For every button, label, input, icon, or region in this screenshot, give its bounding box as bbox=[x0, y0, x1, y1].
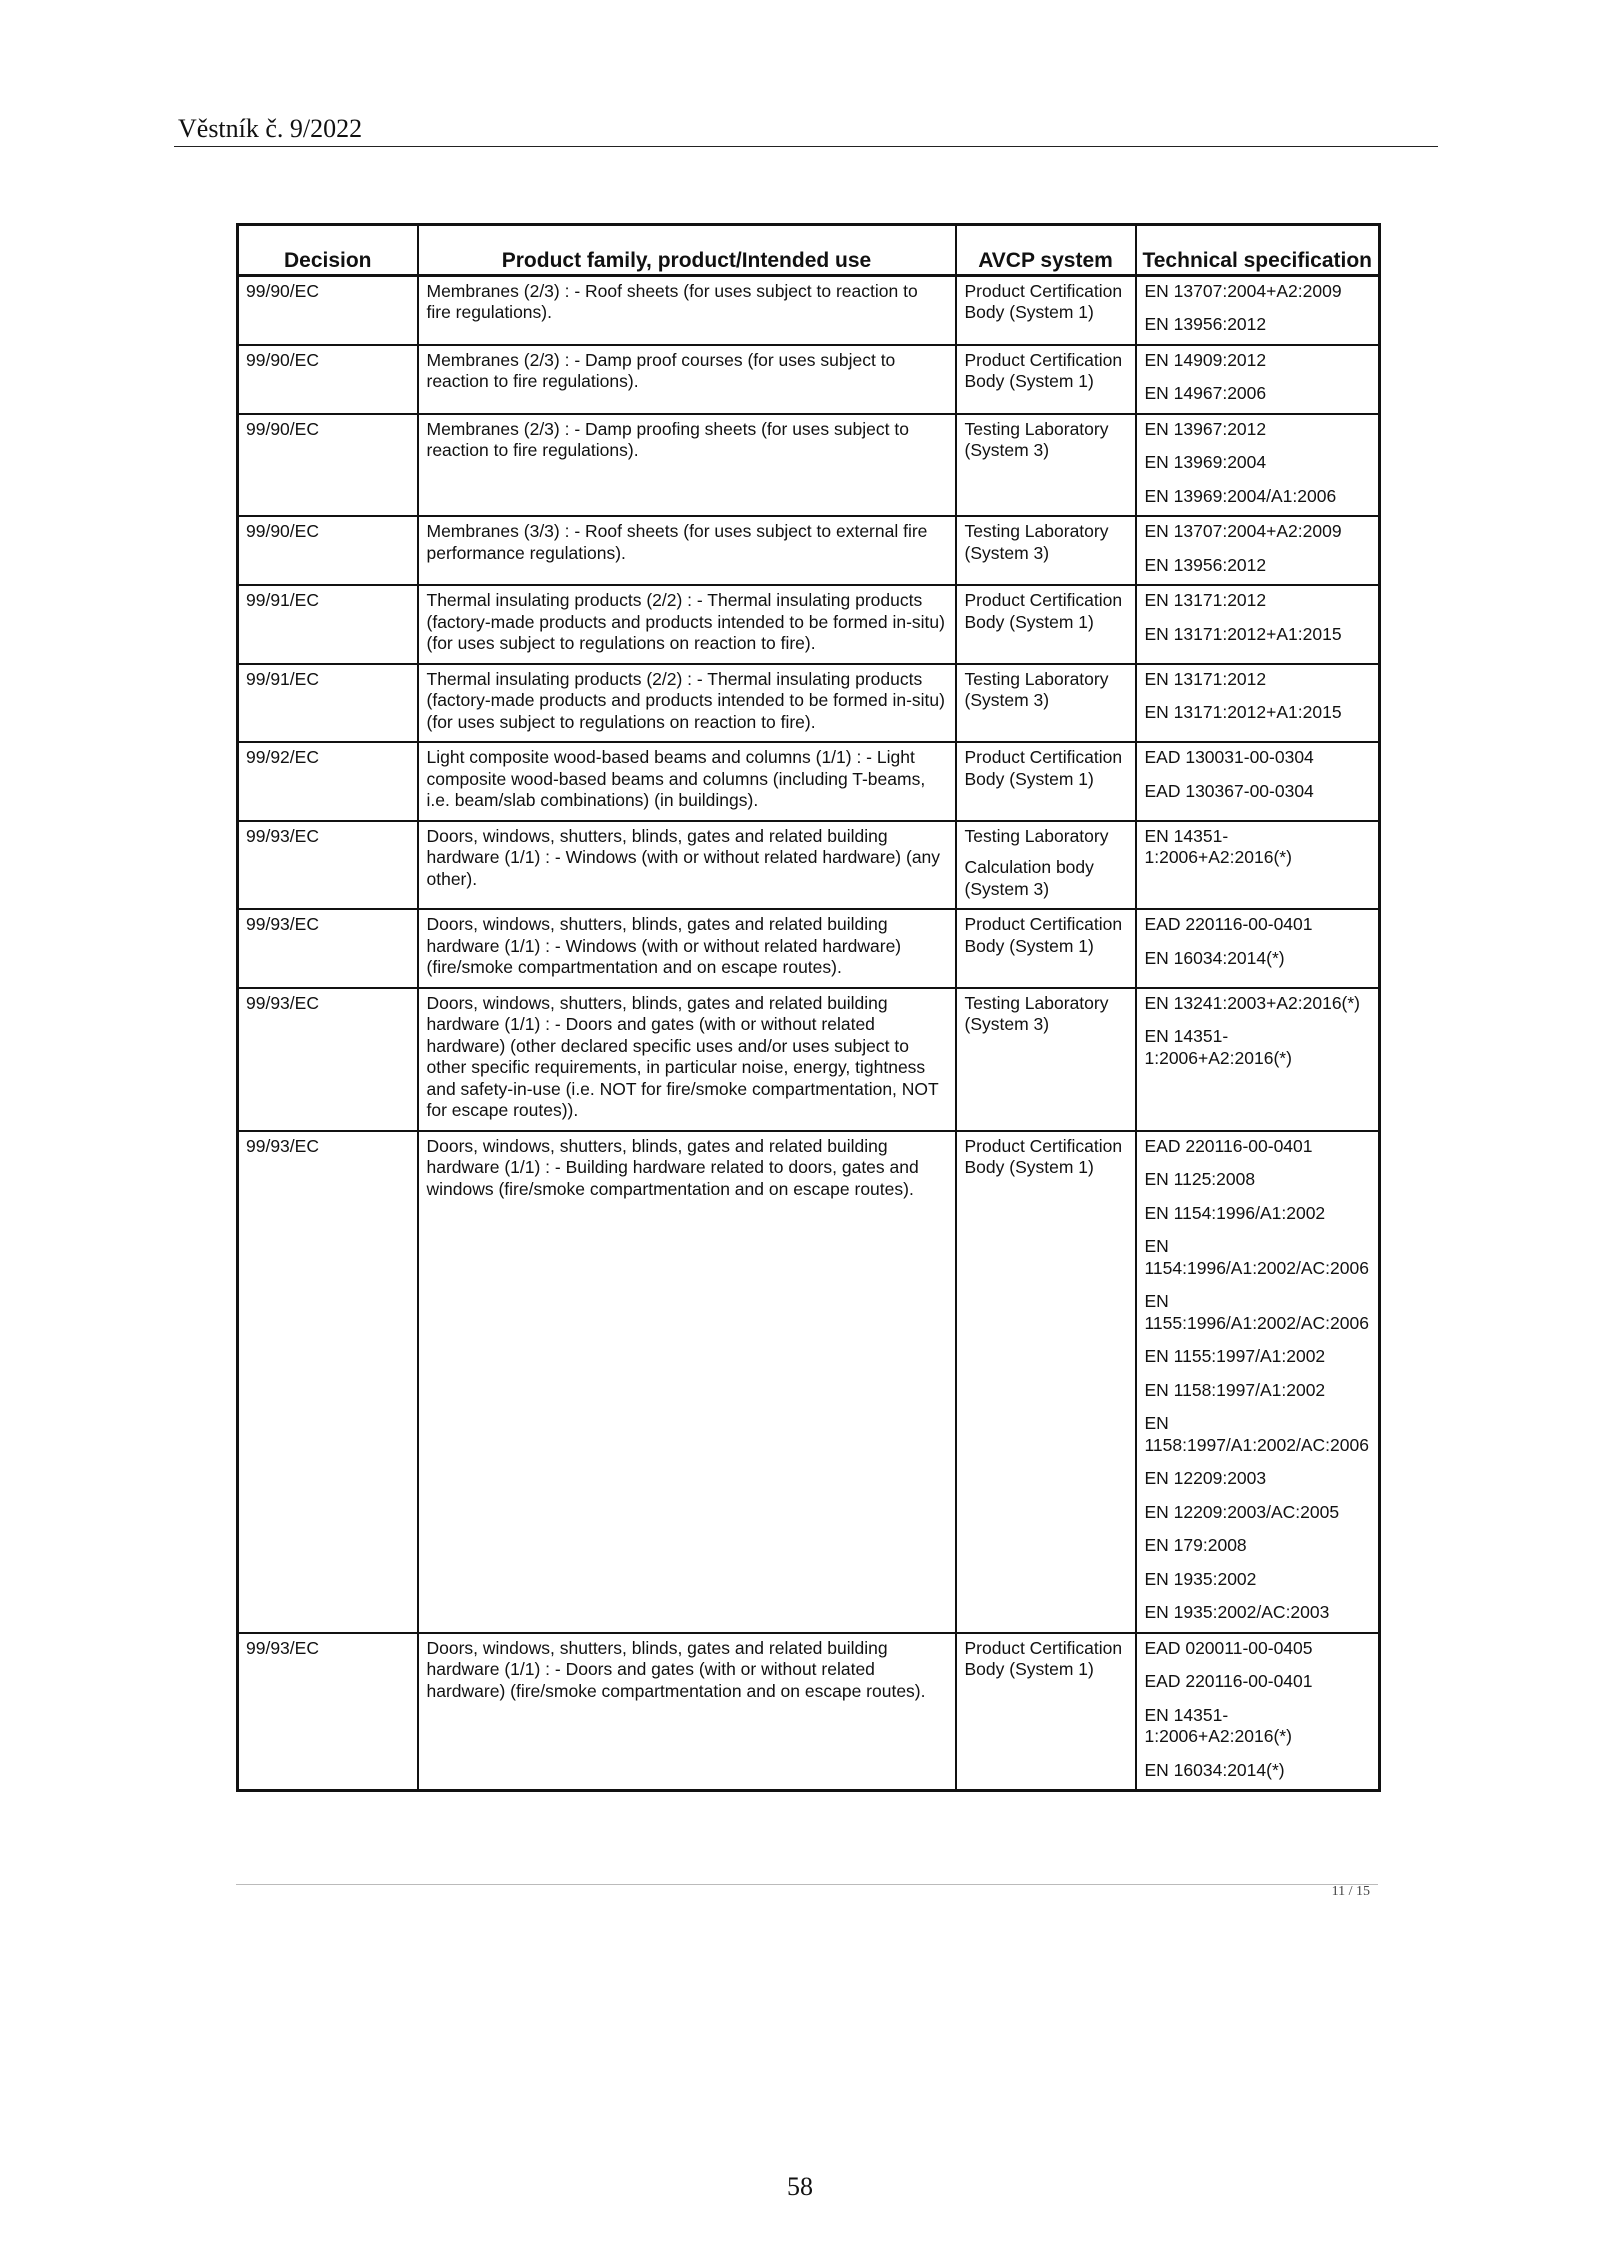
table-row bbox=[238, 821, 1380, 910]
spec-entry: EN 179:2008 bbox=[1144, 1535, 1247, 1555]
page-number: 58 bbox=[787, 2172, 813, 2201]
column-header-decision: Decision bbox=[238, 225, 418, 276]
footer-divider bbox=[236, 1884, 1378, 1885]
avcp-line: Product Certification Body (System 1) bbox=[964, 1135, 1123, 1177]
spec-entry: EN 1158:1997/A1:2002/AC:2006 bbox=[1144, 1413, 1369, 1455]
spec-entry: EAD 220116-00-0401 bbox=[1144, 914, 1313, 934]
product-cell: Doors, windows, shutters, blinds, gates and related building hardware (1/1) : - Windows (with or without related hardware) (fire/smoke compartmentation and on escape routes). bbox=[418, 909, 956, 988]
technical-spec-cell bbox=[1136, 585, 1380, 664]
product-cell: Doors, windows, shutters, blinds, gates and related building hardware (1/1) : - Doors and gates (with or without related hardware) (fire/smoke compartmentation and on escape routes). bbox=[418, 1633, 956, 1791]
column-header-technical-spec: Technical specification bbox=[1136, 225, 1380, 276]
avcp-line: Product Certification Body (System 1) bbox=[964, 1637, 1123, 1679]
avcp-cell bbox=[956, 664, 1136, 743]
table-row bbox=[238, 1633, 1380, 1791]
product-cell: Light composite wood-based beams and columns (1/1) : - Light composite wood-based beams and columns (including T-beams, i.e. beam/slab combinations) (in buildings). bbox=[418, 742, 956, 821]
spec-entry: EN 14351-1:2006+A2:2016(*) bbox=[1144, 825, 1292, 867]
technical-spec-cell bbox=[1136, 1131, 1380, 1633]
avcp-line: Product Certification Body (System 1) bbox=[964, 590, 1123, 632]
avcp-line: Testing Laboratory (System 3) bbox=[964, 521, 1109, 563]
spec-entry: EN 13707:2004+A2:2009 bbox=[1144, 280, 1342, 301]
product-cell: Membranes (2/3) : - Roof sheets (for uses subject to reaction to fire regulations). bbox=[418, 275, 956, 345]
avcp-cell bbox=[956, 1633, 1136, 1791]
spec-entry: EN 1935:2002 bbox=[1144, 1568, 1257, 1589]
avcp-line: Product Certification Body (System 1) bbox=[964, 914, 1123, 956]
spec-entry: EN 1125:2008 bbox=[1144, 1169, 1256, 1189]
technical-spec-cell bbox=[1136, 516, 1380, 585]
technical-spec-cell bbox=[1136, 1633, 1380, 1791]
spec-entry: EN 14967:2006 bbox=[1144, 383, 1267, 403]
technical-specification-table bbox=[236, 223, 1381, 1792]
spec-entry: EN 13241:2003+A2:2016(*) bbox=[1144, 992, 1361, 1013]
avcp-line: Calculation body (System 3) bbox=[964, 857, 1094, 899]
header-divider bbox=[174, 146, 1438, 147]
technical-spec-cell bbox=[1136, 345, 1380, 414]
spec-entry: EN 13707:2004+A2:2009 bbox=[1144, 521, 1342, 541]
spec-entry: EN 1155:1997/A1:2002 bbox=[1144, 1346, 1326, 1366]
table-row bbox=[238, 516, 1380, 585]
spec-entry: EN 13956:2012 bbox=[1144, 314, 1267, 334]
page-of-indicator: 11 / 15 bbox=[1331, 1884, 1370, 1899]
table-row bbox=[238, 664, 1380, 743]
product-cell: Thermal insulating products (2/2) : - Thermal insulating products (factory-made products and products intended to be formed in-situ) (for uses subject to regulations on reaction to fire). bbox=[418, 664, 956, 743]
spec-entry: EN 14351-1:2006+A2:2016(*) bbox=[1144, 1704, 1292, 1746]
decision-cell: 99/93/EC bbox=[238, 821, 418, 910]
spec-entry: EAD 220116-00-0401 bbox=[1144, 1135, 1313, 1156]
decision-cell: 99/91/EC bbox=[238, 585, 418, 664]
spec-entry: EN 13969:2004 bbox=[1144, 452, 1267, 472]
spec-entry: EN 16034:2014(*) bbox=[1144, 1759, 1285, 1780]
avcp-line: Testing Laboratory (System 3) bbox=[964, 668, 1109, 710]
table-row bbox=[238, 275, 1380, 345]
spec-entry: EN 12209:2003 bbox=[1144, 1468, 1267, 1488]
spec-entry: EN 12209:2003/AC:2005 bbox=[1144, 1501, 1340, 1522]
avcp-cell bbox=[956, 1131, 1136, 1633]
decision-cell: 99/93/EC bbox=[238, 1131, 418, 1633]
product-cell: Doors, windows, shutters, blinds, gates and related building hardware (1/1) : - Doors and gates (with or without related hardware) (other declared specific uses and/or uses subject to other specific requirements, in particular noise, energy, tightness and safety-in-use (i.e. NOT for fire/smoke compartmentation, NOT for escape routes)). bbox=[418, 988, 956, 1131]
avcp-line: Product Certification Body (System 1) bbox=[964, 349, 1123, 391]
spec-entry: EN 13171:2012 bbox=[1144, 590, 1267, 610]
table-body bbox=[238, 275, 1380, 1791]
decision-cell: 99/92/EC bbox=[238, 742, 418, 821]
avcp-cell bbox=[956, 414, 1136, 517]
spec-entry: EN 1158:1997/A1:2002 bbox=[1144, 1379, 1326, 1400]
table-row bbox=[238, 585, 1380, 664]
product-cell: Membranes (2/3) : - Damp proofing sheets (for uses subject to reaction to fire regulations). bbox=[418, 414, 956, 517]
spec-entry: EN 13171:2012+A1:2015 bbox=[1144, 623, 1342, 644]
avcp-cell bbox=[956, 345, 1136, 414]
product-cell: Thermal insulating products (2/2) : - Thermal insulating products (factory-made products and products intended to be formed in-situ) (for uses subject to regulations on reaction to fire). bbox=[418, 585, 956, 664]
spec-entry: EN 14351-1:2006+A2:2016(*) bbox=[1144, 1026, 1292, 1068]
table-row bbox=[238, 414, 1380, 517]
journal-title: Věstník č. 9/2022 bbox=[178, 114, 363, 143]
spec-entry: EN 13171:2012+A1:2015 bbox=[1144, 702, 1342, 722]
spec-entry: EAD 020011-00-0405 bbox=[1144, 1637, 1313, 1658]
table-header-row bbox=[238, 225, 1380, 276]
spec-entry: EN 13956:2012 bbox=[1144, 554, 1267, 575]
decision-cell: 99/93/EC bbox=[238, 909, 418, 988]
spec-entry: EAD 130367-00-0304 bbox=[1144, 780, 1314, 801]
avcp-cell bbox=[956, 988, 1136, 1131]
spec-entry: EN 13171:2012 bbox=[1144, 668, 1267, 689]
avcp-line: Testing Laboratory (System 3) bbox=[964, 418, 1109, 460]
decision-cell: 99/90/EC bbox=[238, 414, 418, 517]
spec-entry: EAD 130031-00-0304 bbox=[1144, 747, 1314, 767]
column-header-avcp: AVCP system bbox=[956, 225, 1136, 276]
spec-entry: EN 13967:2012 bbox=[1144, 418, 1267, 439]
technical-spec-cell bbox=[1136, 821, 1380, 910]
technical-spec-cell bbox=[1136, 909, 1380, 988]
technical-spec-cell bbox=[1136, 742, 1380, 821]
technical-spec-cell bbox=[1136, 275, 1380, 345]
avcp-cell bbox=[956, 909, 1136, 988]
spec-entry: EN 13969:2004/A1:2006 bbox=[1144, 485, 1337, 506]
spec-entry: EN 16034:2014(*) bbox=[1144, 947, 1285, 968]
table-row bbox=[238, 345, 1380, 414]
table-row bbox=[238, 909, 1380, 988]
spec-entry: EN 1935:2002/AC:2003 bbox=[1144, 1602, 1330, 1622]
table-row bbox=[238, 1131, 1380, 1633]
decision-cell: 99/93/EC bbox=[238, 1633, 418, 1791]
table-row bbox=[238, 988, 1380, 1131]
table-row bbox=[238, 742, 1380, 821]
product-cell: Membranes (3/3) : - Roof sheets (for uses subject to external fire performance regulations). bbox=[418, 516, 956, 585]
technical-spec-cell bbox=[1136, 414, 1380, 517]
product-cell: Doors, windows, shutters, blinds, gates and related building hardware (1/1) : - Windows (with or without related hardware) (any other). bbox=[418, 821, 956, 910]
avcp-cell bbox=[956, 585, 1136, 664]
avcp-line: Product Certification Body (System 1) bbox=[964, 747, 1123, 789]
spec-entry: EN 1154:1996/A1:2002 bbox=[1144, 1202, 1326, 1223]
decision-cell: 99/93/EC bbox=[238, 988, 418, 1131]
avcp-cell bbox=[956, 742, 1136, 821]
avcp-line: Product Certification Body (System 1) bbox=[964, 280, 1123, 322]
technical-spec-cell bbox=[1136, 988, 1380, 1131]
avcp-cell bbox=[956, 275, 1136, 345]
decision-cell: 99/90/EC bbox=[238, 275, 418, 345]
avcp-cell bbox=[956, 821, 1136, 910]
technical-spec-cell bbox=[1136, 664, 1380, 743]
spec-entry: EN 1154:1996/A1:2002/AC:2006 bbox=[1144, 1236, 1369, 1278]
decision-cell: 99/91/EC bbox=[238, 664, 418, 743]
decision-cell: 99/90/EC bbox=[238, 516, 418, 585]
decision-cell: 99/90/EC bbox=[238, 345, 418, 414]
spec-entry: EN 1155:1996/A1:2002/AC:2006 bbox=[1144, 1291, 1369, 1333]
avcp-line: Testing Laboratory (System 3) bbox=[964, 992, 1109, 1034]
column-header-product: Product family, product/Intended use bbox=[418, 225, 956, 276]
avcp-cell bbox=[956, 516, 1136, 585]
avcp-line: Testing Laboratory bbox=[964, 825, 1109, 846]
product-cell: Membranes (2/3) : - Damp proof courses (for uses subject to reaction to fire regulations). bbox=[418, 345, 956, 414]
product-cell: Doors, windows, shutters, blinds, gates and related building hardware (1/1) : - Building hardware related to doors, gates and windows (fire/smoke compartmentation and on escape routes). bbox=[418, 1131, 956, 1633]
spec-entry: EN 14909:2012 bbox=[1144, 349, 1267, 370]
spec-entry: EAD 220116-00-0401 bbox=[1144, 1671, 1313, 1691]
